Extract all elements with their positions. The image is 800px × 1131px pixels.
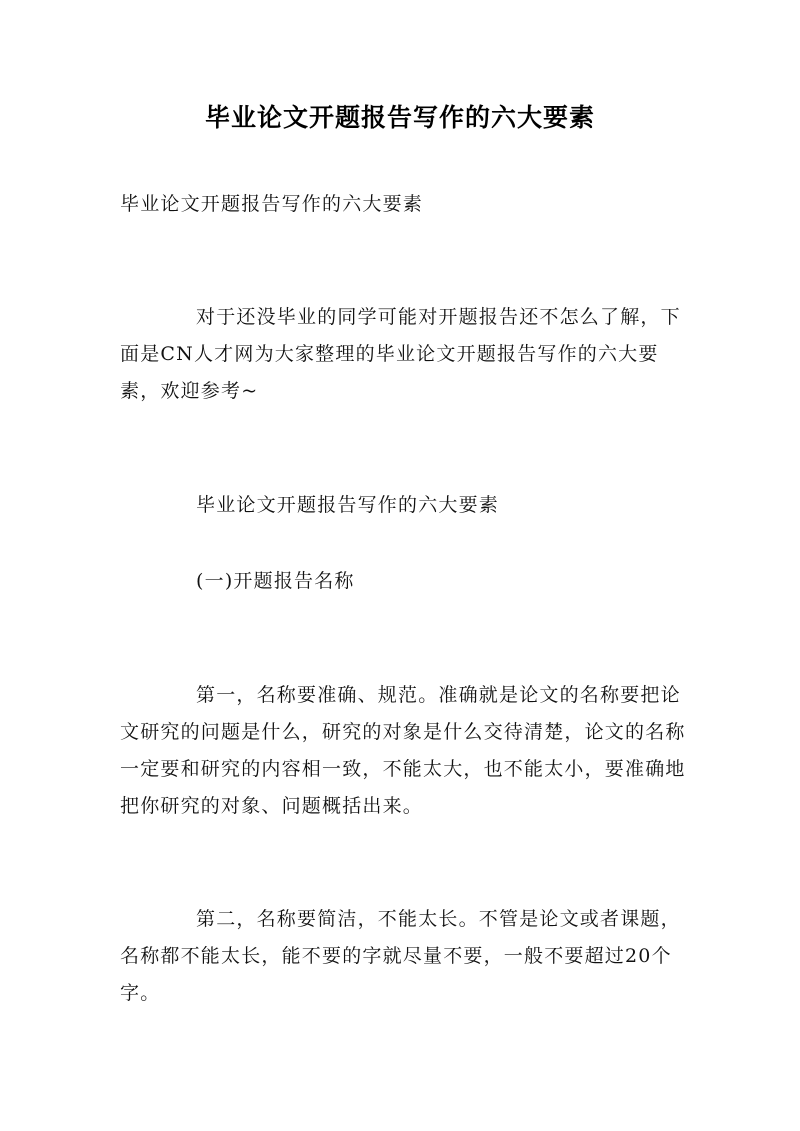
body-paragraph-2: 第二，名称要简洁，不能太长。不管是论文或者课题，名称都不能太长，能不要的字就尽量不要，一般不要超过20个字。	[120, 908, 681, 1004]
subsection-heading: (一)开题报告名称	[196, 570, 355, 592]
body-paragraph-1: 第一，名称要准确、规范。准确就是论文的名称要把论文研究的问题是什么，研究的对象是什么交待清楚，论文的名称一定要和研究的内容相一致，不能太大，也不能太小，要准确地把你研究的对象、问题概括出来。	[120, 684, 686, 817]
intro-paragraph: 对于还没毕业的同学可能对开题报告还不怎么了解，下面是CN人才网为大家整理的毕业论文开题报告写作的六大要素，欢迎参考~	[120, 306, 681, 402]
document-title: 毕业论文开题报告写作的六大要素	[204, 103, 595, 132]
section-heading: 毕业论文开题报告写作的六大要素	[196, 494, 500, 516]
document-subtitle: 毕业论文开题报告写作的六大要素	[120, 193, 424, 215]
